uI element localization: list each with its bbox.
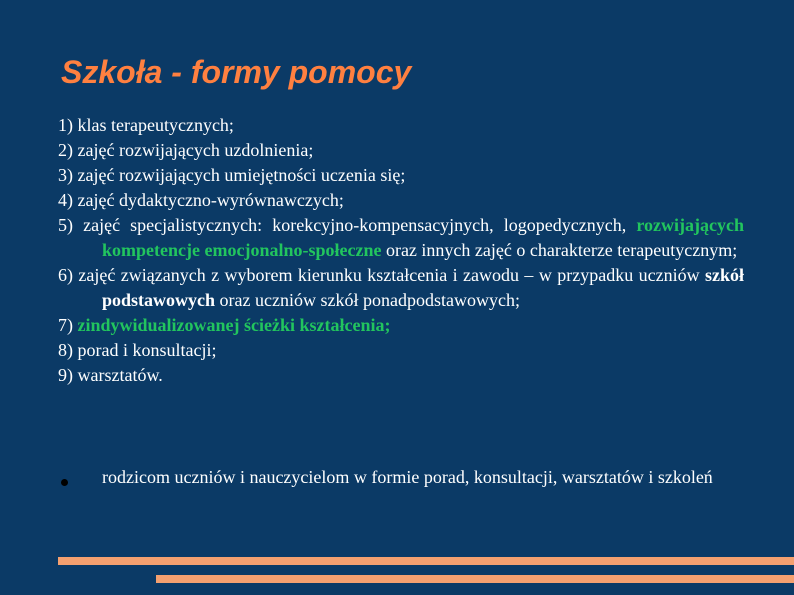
item-number: 9) bbox=[58, 365, 73, 385]
list-item-9 bbox=[58, 363, 744, 388]
list-item-8 bbox=[58, 338, 744, 363]
item-text: warsztatów. bbox=[77, 365, 163, 385]
list-item-2 bbox=[58, 138, 744, 163]
item-text: zajęć związanych z wyborem kierunku kształcenia i zawodu – w przypadku uczniów bbox=[78, 265, 700, 285]
item-text: porad i konsultacji; bbox=[77, 340, 217, 360]
bullet-dot-icon bbox=[61, 479, 68, 486]
item-number: 8) bbox=[58, 340, 73, 360]
item-highlight: rozwijających kompetencje emocjonalno-społeczne bbox=[102, 215, 744, 260]
forms-of-help-list bbox=[58, 113, 744, 388]
list-item-7 bbox=[58, 313, 744, 338]
item-number: 7) bbox=[58, 315, 73, 335]
bullet-item bbox=[58, 465, 744, 490]
item-number: 3) bbox=[58, 165, 73, 185]
item-number: 5) bbox=[58, 215, 73, 235]
item-text: zajęć specjalistycznych: korekcyjno-kompensacyjnych, logopedycznych, bbox=[83, 215, 627, 235]
list-item-6 bbox=[58, 263, 744, 313]
item-number: 4) bbox=[58, 190, 73, 210]
accent-bar-top bbox=[58, 557, 794, 565]
item-number: 1) bbox=[58, 115, 73, 135]
slide-title: Szkoła - formy pomocy bbox=[61, 54, 412, 90]
item-text: oraz uczniów szkół ponadpodstawowych; bbox=[219, 290, 520, 310]
accent-bar-bottom bbox=[156, 575, 794, 583]
list-item-5 bbox=[58, 213, 744, 263]
item-text: oraz innych zajęć o charakterze terapeutycznym; bbox=[385, 240, 738, 260]
item-text: zajęć rozwijających uzdolnienia; bbox=[77, 140, 314, 160]
list-item-1 bbox=[58, 113, 744, 138]
item-text: zajęć dydaktyczno-wyrównawczych; bbox=[77, 190, 344, 210]
list-item-4 bbox=[58, 188, 744, 213]
item-bold: szkół podstawowych bbox=[102, 265, 745, 310]
item-text: zajęć rozwijających umiejętności uczenia się; bbox=[77, 165, 406, 185]
item-highlight: zindywidualizowanej ścieżki kształcenia; bbox=[77, 315, 391, 335]
list-item-3 bbox=[58, 163, 744, 188]
item-text: klas terapeutycznych; bbox=[77, 115, 234, 135]
bullet-text: rodzicom uczniów i nauczycielom w formie porad, konsultacji, warsztatów i szkoleń bbox=[102, 467, 713, 487]
item-number: 2) bbox=[58, 140, 73, 160]
item-number: 6) bbox=[58, 265, 73, 285]
